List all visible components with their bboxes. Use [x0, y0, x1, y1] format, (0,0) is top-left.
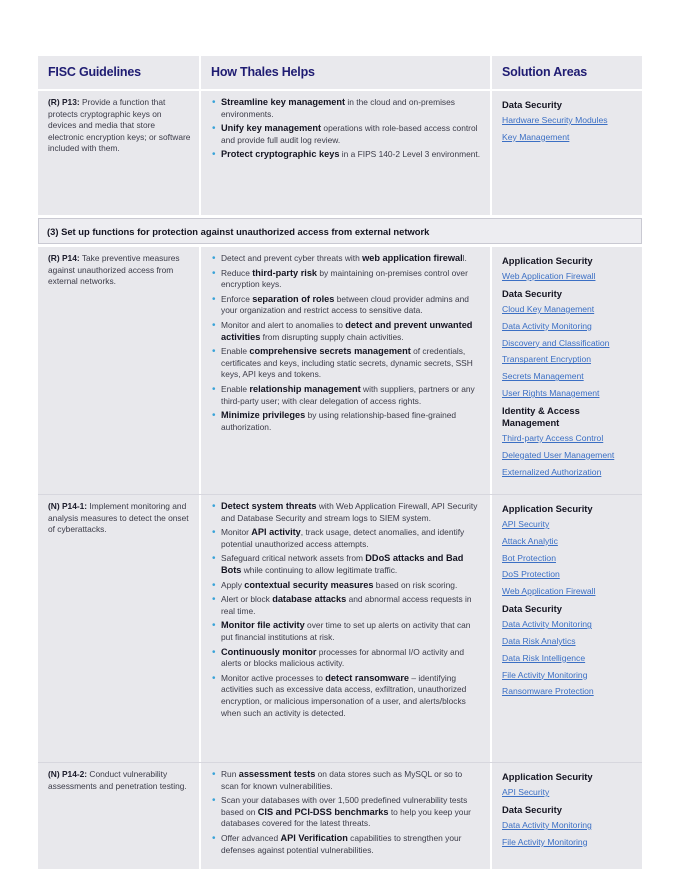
solution-area-title: Application Security: [502, 255, 593, 266]
solution-link[interactable]: Attack Analytic: [502, 535, 558, 546]
header-how-thales-helps: How Thales Helps: [201, 56, 490, 89]
list-item: [211, 620, 482, 643]
solution-area-title: Data Security: [502, 288, 562, 299]
solution-link[interactable]: Web Application Firewall: [502, 586, 596, 597]
item-text: with suppliers, partners or any third-party user; with clear delegation of access rights.: [221, 383, 475, 406]
requirement-id: (N) P14-2:: [48, 769, 88, 779]
requirement-p14: [38, 247, 199, 494]
item-text: on data stores such as MySQL or so to scan for known vulnerabilities.: [221, 769, 463, 791]
item-text: with Web Application Firewall, API Security and Database Security and stream logs to SIEM system.: [221, 501, 478, 523]
item-text-pre: Scan your databases with over 1,500 predefined vulnerability tests based on: [221, 795, 468, 817]
solution-area-title: Data Security: [502, 603, 562, 615]
list-item: [211, 320, 482, 343]
requirement-id: (N) P14-1:: [48, 501, 88, 511]
areas-p14-1: [492, 495, 642, 762]
item-text: capabilities to strengthen your defenses against potential vulnerabilities.: [221, 832, 462, 855]
item-highlight: third-party risk: [252, 267, 318, 278]
solution-link[interactable]: Data Risk Analytics: [502, 635, 576, 646]
list-item: [211, 673, 482, 719]
item-highlight: Continuously monitor: [221, 646, 317, 657]
list-item: [211, 594, 482, 617]
item-highlight: assessment tests: [238, 769, 316, 779]
item-text: and abnormal access requests in real time.: [221, 594, 472, 616]
table-row-p13: [38, 91, 642, 215]
list-item: [211, 527, 482, 550]
solution-link[interactable]: Transparent Encryption: [502, 354, 592, 365]
solution-link[interactable]: User Rights Management: [502, 387, 600, 398]
table-row-p14: [38, 247, 642, 494]
solution-link[interactable]: Bot Protection: [502, 552, 556, 563]
item-text-pre: Alert or block: [221, 594, 273, 605]
solution-link[interactable]: Delegated User Management: [502, 449, 615, 460]
requirement-text: Implement monitoring and analysis measures to detect the onset of cyberattacks.: [48, 501, 189, 535]
header-solution-areas: Solution Areas: [492, 56, 642, 89]
list-item: [211, 769, 482, 792]
item-text: processes for abnormal I/O activity and alerts or blocks malicious activity.: [221, 646, 464, 669]
solution-area-title: Data Security: [502, 804, 562, 815]
solution-link[interactable]: Web Application Firewall: [502, 271, 596, 281]
item-text: in the cloud and on-premises environments.: [221, 97, 455, 119]
list-item: [211, 268, 482, 291]
item-highlight: web application firewal: [362, 253, 463, 263]
solution-link[interactable]: Discovery and Classification: [502, 337, 610, 348]
areas-p14: [492, 247, 642, 494]
solution-area-title: Data Security: [502, 99, 562, 110]
list-item: [211, 647, 482, 670]
requirement-p14-2: [38, 763, 199, 869]
solution-link[interactable]: API Security: [502, 787, 550, 797]
solution-area-title: Application Security: [502, 503, 593, 514]
item-highlight: detect ransomware: [325, 672, 410, 683]
item-text-pre: Enforce: [221, 293, 253, 304]
helps-p14-2: [201, 763, 490, 869]
item-highlight: CIS and PCI-DSS benchmarks: [257, 806, 389, 817]
requirement-text: Provide a function that protects cryptographic keys on devices and media that store electronic encryption keys; or software included with them.: [48, 97, 191, 154]
list-item: [211, 795, 482, 830]
solution-area-title: Application Security: [502, 771, 593, 782]
list-item: [211, 833, 482, 856]
item-text: based on risk scoring.: [373, 579, 458, 590]
requirement-id: (R) P14:: [48, 253, 80, 263]
item-highlight: Protect cryptographic keys: [221, 149, 340, 160]
helps-p14-1: [201, 495, 490, 762]
solution-link[interactable]: Key Management: [502, 131, 570, 142]
table-row-p14-1: [38, 495, 642, 762]
areas-p13: [492, 91, 642, 215]
requirement-p14-1: [38, 495, 199, 762]
requirement-text: Conduct vulnerability assessments and penetration testing.: [48, 769, 187, 791]
requirement-id: (R) P13:: [48, 97, 80, 107]
item-highlight: Detect system threats: [221, 501, 317, 511]
item-highlight: DDoS attacks and Bad Bots: [221, 553, 464, 575]
requirement-text: Take preventive measures against unauthorized access from external networks.: [48, 253, 180, 287]
solution-link[interactable]: Data Risk Intelligence: [502, 652, 586, 663]
item-text-pre: Offer advanced: [221, 832, 281, 843]
item-text: of credentials, certificates and keys, including static secrets, dynamic secrets, SSH keys, API keys and tokens.: [221, 346, 473, 380]
item-text-pre: Monitor: [221, 527, 252, 538]
solution-link[interactable]: API Security: [502, 519, 550, 529]
item-text: , track usage, detect anomalies, and identify potential unauthorized access attempts.: [221, 527, 465, 549]
list-item: [211, 253, 482, 265]
item-highlight: Minimize privileges: [221, 410, 306, 421]
helps-p14: [201, 247, 490, 494]
item-highlight: database attacks: [272, 594, 347, 605]
item-text-pre: Safeguard critical network assets from: [221, 553, 366, 564]
item-text: by using relationship-based fine-grained authorization.: [221, 410, 457, 432]
list-item: [211, 580, 482, 592]
item-text: by maintaining on-premises control over encryption keys.: [221, 267, 468, 290]
solution-link[interactable]: Data Activity Monitoring: [502, 619, 592, 630]
item-text: to help you keep your databases covered for the latest threats.: [221, 806, 471, 829]
item-highlight: Unify key management: [221, 123, 322, 134]
solution-link[interactable]: Cloud Key Management: [502, 304, 595, 314]
list-item: [211, 384, 482, 407]
item-highlight: detect and prevent unwanted activities: [221, 319, 473, 342]
helps-list: [211, 501, 482, 719]
solution-link[interactable]: File Activity Monitoring: [502, 836, 588, 847]
item-highlight: relationship management: [249, 383, 361, 394]
item-text-pre: Enable: [221, 346, 250, 357]
item-text-pre: Monitor active processes to: [221, 672, 326, 683]
solution-link[interactable]: Hardware Security Modules: [502, 115, 608, 125]
item-highlight: Monitor file activity: [221, 620, 305, 631]
list-item: [211, 410, 482, 433]
helps-list: [211, 97, 482, 161]
solution-link[interactable]: Third-party Access Control: [502, 432, 604, 443]
list-item: [211, 501, 482, 524]
list-item: [211, 149, 482, 161]
item-text-pre: Enable: [221, 383, 250, 394]
list-item: [211, 294, 482, 317]
item-text: over time to set up alerts on activity that can put financial institutions at risk.: [221, 620, 471, 642]
item-text-pre: Apply: [221, 579, 245, 590]
solution-link[interactable]: Data Activity Monitoring: [502, 320, 592, 331]
helps-list: [211, 769, 482, 856]
item-highlight: API activity: [251, 527, 301, 538]
item-text: l.: [462, 253, 467, 263]
solution-link[interactable]: DoS Protection: [502, 569, 560, 580]
section-heading-3: (3) Set up functions for protection against unauthorized access from external network: [38, 218, 642, 244]
solution-link[interactable]: Data Activity Monitoring: [502, 820, 592, 830]
item-text: – identifying activities such as excessive data access, exfiltration, unauthorized encryption, or malicious impersonation of a user, and alerts/blocks when such an activity is detected.: [221, 672, 467, 718]
solution-link[interactable]: Secrets Management: [502, 371, 584, 382]
item-text: from disrupting supply chain activities.: [260, 331, 404, 342]
fisc-table: [38, 56, 642, 869]
item-highlight: comprehensive secrets management: [249, 346, 411, 357]
header-fisc-guidelines: FISC Guidelines: [38, 56, 199, 89]
item-text-pre: Monitor and alert to anomalies to: [221, 319, 346, 330]
requirement-p13: [38, 91, 199, 215]
table-row-p14-2: [38, 763, 642, 869]
table-header: [38, 56, 642, 89]
item-highlight: contextual security measures: [244, 579, 374, 590]
list-item: [211, 97, 482, 120]
item-highlight: separation of roles: [252, 293, 335, 304]
item-text: in a FIPS 140-2 Level 3 environment.: [339, 149, 481, 160]
helps-p13: [201, 91, 490, 215]
item-text: operations with role-based access control and provide full audit log review.: [221, 123, 478, 145]
item-text-pre: Reduce: [221, 267, 253, 278]
helps-list: [211, 253, 482, 433]
list-item: [211, 346, 482, 381]
item-text-pre: Run: [221, 769, 239, 779]
item-text: while continuing to allow legitimate traffic.: [241, 564, 398, 575]
solution-area-title: Identity & Access Management: [502, 404, 580, 428]
item-text: between cloud provider admins and your organization and restrict access to sensitive data.: [221, 293, 469, 316]
item-highlight: Streamline key management: [221, 97, 346, 107]
solution-link[interactable]: Ransomware Protection: [502, 686, 594, 697]
areas-p14-2: [492, 763, 642, 869]
solution-link[interactable]: File Activity Monitoring: [502, 669, 588, 680]
solution-link[interactable]: Externalized Authorization: [502, 466, 602, 477]
list-item: [211, 553, 482, 576]
list-item: [211, 123, 482, 146]
item-text-pre: Detect and prevent cyber threats with: [221, 253, 363, 263]
item-highlight: API Verification: [280, 832, 348, 843]
